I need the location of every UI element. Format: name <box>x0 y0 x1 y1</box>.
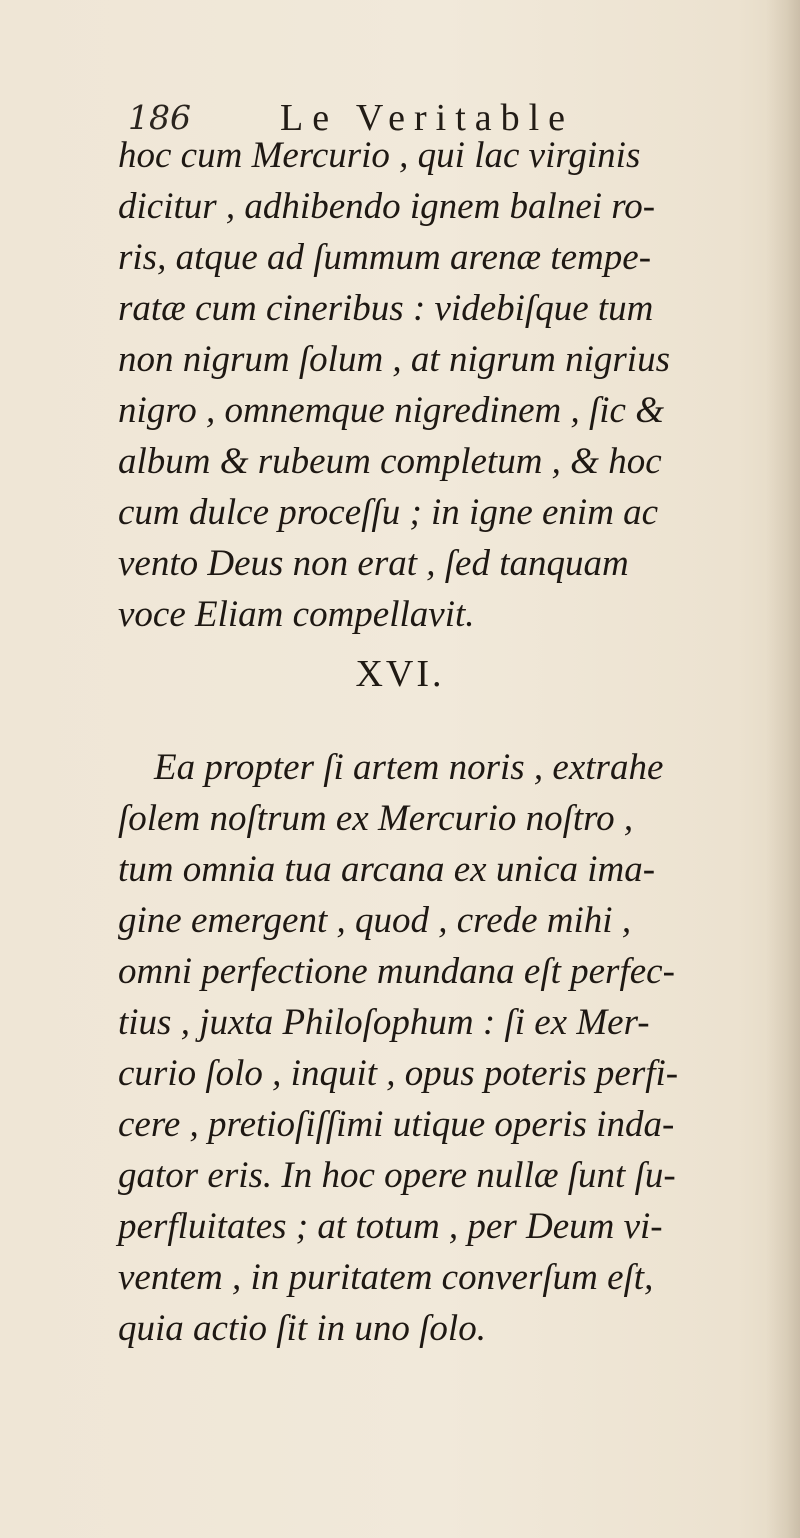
page-number: 186 <box>128 98 191 137</box>
text-line: gine emergent , quod , crede mihi , <box>118 900 632 941</box>
text-line: ſolem noſtrum ex Mercurio noſtro , <box>118 798 634 839</box>
text-line: voce Eliam compellavit. <box>118 594 475 635</box>
text-line: gator eris. In hoc opere nullæ ſunt ſu- <box>118 1155 676 1196</box>
text-line: cum dulce proceſſu ; in igne enim ac <box>118 492 659 533</box>
paragraph-1 <box>118 130 778 640</box>
text-line: Ea propter ſi artem noris , extrahe <box>154 747 664 788</box>
text-line: ratæ cum cineribus : videbiſque tum <box>118 288 654 329</box>
text-line: cere , pretioſiſſimi utique operis inda- <box>118 1104 675 1145</box>
text-line: hoc cum Mercurio , qui lac virginis <box>118 135 641 176</box>
text-line: nigro , omnemque nigredinem , ſic & <box>118 390 665 431</box>
text-line: ris, atque ad ſummum arenæ tempe- <box>118 237 652 278</box>
text-line: non nigrum ſolum , at nigrum nigrius <box>118 339 670 380</box>
text-line: dicitur , adhibendo ignem balnei ro- <box>118 186 656 227</box>
paragraph-2 <box>118 742 778 1354</box>
text-line: tum omnia tua arcana ex unica ima- <box>118 849 656 890</box>
section-number: XVI. <box>355 653 445 695</box>
text-line: tius , juxta Philoſophum : ſi ex Mer- <box>118 1002 650 1043</box>
running-title: Le Veritable <box>280 97 575 139</box>
text-line: vento Deus non erat , ſed tanquam <box>118 543 629 584</box>
text-line: ventem , in puritatem converſum eſt, <box>118 1257 654 1298</box>
text-line: quia actio ſit in uno ſolo. <box>118 1308 486 1349</box>
text-line: album & rubeum completum , & hoc <box>118 441 662 482</box>
text-line: perfluitates ; at totum , per Deum vi- <box>118 1206 663 1247</box>
text-line: curio ſolo , inquit , opus poteris perfi- <box>118 1053 679 1094</box>
text-line: omni perfectione mundana eſt perfec- <box>118 951 675 992</box>
